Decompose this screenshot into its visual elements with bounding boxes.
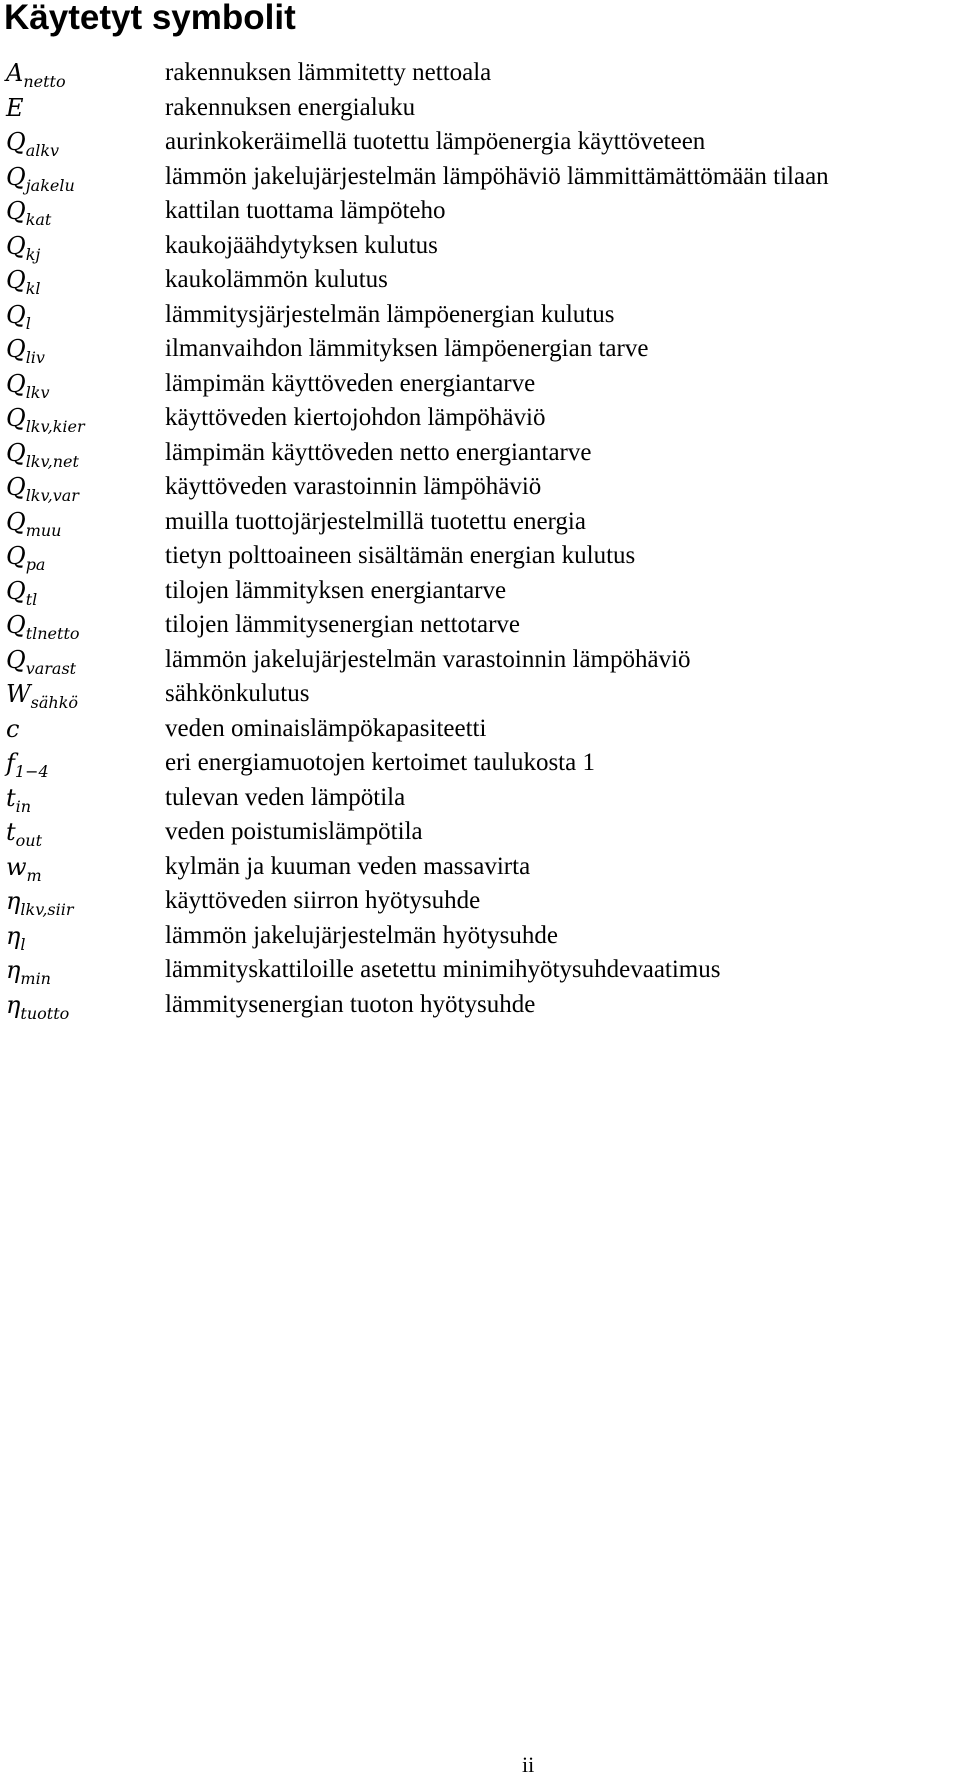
symbol-subscript: liv <box>25 348 45 367</box>
symbol-definition: lämpimän käyttöveden energiantarve <box>165 369 536 397</box>
symbol-subscript: in <box>15 796 32 816</box>
symbol-definition: lämmityskattiloille asetettu minimihyötysuhdevaatimus <box>165 956 721 983</box>
symbol-notation <box>6 160 75 194</box>
symbol-notation <box>6 436 79 470</box>
symbol-definition: lämmitysjärjestelmän lämpöenergian kulutus <box>165 300 615 328</box>
symbol-definition: tietyn polttoaineen sisältämän energian kulutus <box>165 542 636 569</box>
symbol-subscript: tlnetto <box>25 624 80 643</box>
symbol-row <box>0 953 960 988</box>
symbol-base: Q <box>6 231 26 260</box>
symbol-row <box>0 505 960 540</box>
symbol-row <box>0 919 960 954</box>
symbol-base: Q <box>6 576 26 605</box>
symbol-subscript: kat <box>25 210 52 229</box>
symbol-notation <box>6 539 45 573</box>
symbol-base: Q <box>6 645 26 674</box>
symbol-subscript: pa <box>25 555 46 574</box>
symbol-row <box>0 988 960 1023</box>
symbol-subscript: lkv,net <box>25 451 79 471</box>
symbol-row <box>0 677 960 712</box>
symbol-subscript: m <box>26 865 42 885</box>
symbol-definition: lämmön jakelujärjestelmän lämpöhäviö lämmittämättömään tilaan <box>165 162 829 190</box>
symbol-definition: rakennuksen energialuku <box>165 93 416 121</box>
symbol-definition: käyttöveden siirron hyötysuhde <box>165 887 481 914</box>
symbol-row <box>0 436 960 471</box>
symbol-row <box>0 91 960 126</box>
symbol-row <box>0 815 960 850</box>
symbol-definition: kattilan tuottama lämpöteho <box>165 197 446 224</box>
symbol-base: A <box>6 59 24 87</box>
symbol-row <box>0 125 960 160</box>
symbol-definition: veden ominaislämpökapasiteetti <box>165 714 487 742</box>
symbol-notation <box>6 988 69 1022</box>
page-title: Käytetyt symbolit <box>4 0 296 37</box>
symbol-notation <box>6 815 42 849</box>
symbol-row <box>0 712 960 747</box>
symbol-base: t <box>6 818 16 846</box>
symbol-base: η <box>6 990 21 1019</box>
symbol-subscript: alkv <box>25 141 60 160</box>
symbol-base: c <box>6 714 20 743</box>
symbol-notation <box>6 470 79 504</box>
symbol-subscript: kj <box>25 244 41 264</box>
symbol-definition: rakennuksen lämmitetty nettoala <box>165 59 492 86</box>
symbol-row <box>0 229 960 264</box>
symbol-notation <box>6 574 37 608</box>
symbol-notation <box>6 401 85 435</box>
symbol-base: t <box>6 783 16 812</box>
symbol-subscript: lkv,siir <box>20 900 74 919</box>
symbol-row <box>0 160 960 195</box>
symbol-definition: eri energiamuotojen kertoimet taulukosta 1 <box>165 749 595 776</box>
symbol-subscript: 1−4 <box>14 762 49 781</box>
symbol-base: η <box>6 921 21 950</box>
symbol-subscript: jakelu <box>25 175 75 195</box>
symbol-base: Q <box>6 369 26 398</box>
symbol-notation <box>6 608 80 642</box>
symbol-notation <box>6 505 61 539</box>
symbol-base: Q <box>6 404 26 432</box>
symbol-subscript: kl <box>25 279 41 298</box>
symbol-subscript: lkv <box>25 382 50 402</box>
symbol-definition: käyttöveden kiertojohdon lämpöhäviö <box>165 404 546 431</box>
symbol-definition: lämmön jakelujärjestelmän varastoinnin lämpöhäviö <box>165 645 691 673</box>
symbol-row <box>0 539 960 574</box>
symbol-row <box>0 401 960 436</box>
symbol-subscript: netto <box>23 72 66 91</box>
symbol-notation <box>6 643 76 677</box>
symbol-notation <box>6 332 45 366</box>
symbol-row <box>0 781 960 816</box>
symbol-definition: tilojen lämmityksen energiantarve <box>165 576 507 604</box>
symbol-subscript: lkv,kier <box>25 417 85 436</box>
symbol-subscript: muu <box>25 520 62 540</box>
symbol-subscript: tuotto <box>20 1003 70 1023</box>
symbol-subscript: min <box>20 969 51 988</box>
symbol-notation <box>6 91 24 125</box>
symbol-row <box>0 194 960 229</box>
symbol-notation <box>6 850 42 884</box>
symbol-row <box>0 298 960 333</box>
symbol-notation <box>6 125 59 159</box>
symbol-notation <box>6 919 26 953</box>
symbol-row <box>0 643 960 678</box>
symbol-list <box>0 56 960 1022</box>
symbol-base: Q <box>6 507 26 536</box>
symbol-base: η <box>6 956 21 984</box>
symbol-subscript: out <box>15 831 43 850</box>
symbol-base: Q <box>6 197 26 225</box>
symbol-subscript: varast <box>25 658 77 678</box>
symbol-definition: lämmitysenergian tuoton hyötysuhde <box>165 990 536 1018</box>
symbol-notation <box>6 367 50 401</box>
symbol-subscript: sähkö <box>30 693 79 712</box>
symbol-base: Q <box>6 300 26 329</box>
symbol-base: Q <box>6 438 26 467</box>
symbol-subscript: l <box>20 934 26 954</box>
symbol-definition: lämmön jakelujärjestelmän hyötysuhde <box>165 921 558 949</box>
symbol-base: f <box>6 749 15 777</box>
symbol-base: Q <box>6 266 26 294</box>
page-number: ii <box>522 1752 535 1777</box>
symbol-definition: lämpimän käyttöveden netto energiantarve <box>165 438 592 466</box>
symbol-notation <box>6 298 31 332</box>
symbol-base: Q <box>6 162 26 191</box>
symbol-notation <box>6 677 78 711</box>
symbol-definition: veden poistumislämpötila <box>165 818 423 845</box>
symbol-notation <box>6 781 31 815</box>
symbol-subscript: lkv,var <box>25 486 79 505</box>
symbol-row <box>0 470 960 505</box>
symbol-notation <box>6 194 51 228</box>
symbol-row <box>0 884 960 919</box>
symbol-definition: muilla tuottojärjestelmillä tuotettu energia <box>165 507 586 535</box>
symbol-notation <box>6 746 49 780</box>
symbol-row <box>0 263 960 298</box>
symbol-definition: kylmän ja kuuman veden massavirta <box>165 852 531 880</box>
symbol-definition: kaukolämmön kulutus <box>165 266 388 293</box>
symbol-base: Q <box>6 611 26 639</box>
symbol-base: Q <box>6 128 26 156</box>
symbol-row <box>0 746 960 781</box>
symbol-notation <box>6 953 51 987</box>
symbol-base: w <box>6 852 27 881</box>
symbol-subscript: tl <box>25 589 38 609</box>
symbol-base: η <box>6 887 21 915</box>
symbol-definition: sähkönkulutus <box>165 680 310 707</box>
symbol-notation <box>6 229 40 263</box>
symbol-definition: käyttöveden varastoinnin lämpöhäviö <box>165 473 542 500</box>
symbol-definition: aurinkokeräimellä tuotettu lämpöenergia käyttöveteen <box>165 128 706 155</box>
symbol-notation <box>6 263 41 297</box>
symbol-definition: tilojen lämmitysenergian nettotarve <box>165 611 520 638</box>
symbol-definition: kaukojäähdytyksen kulutus <box>165 231 438 259</box>
symbol-base: Q <box>6 473 26 501</box>
symbol-row <box>0 608 960 643</box>
symbol-row <box>0 56 960 91</box>
symbol-base: Q <box>6 335 26 363</box>
symbol-base: W <box>6 680 31 708</box>
symbol-row <box>0 850 960 885</box>
symbol-definition: ilmanvaihdon lämmityksen lämpöenergian tarve <box>165 335 649 362</box>
symbol-definition: tulevan veden lämpötila <box>165 783 406 811</box>
symbol-notation <box>6 884 74 918</box>
symbol-row <box>0 332 960 367</box>
symbol-subscript: l <box>25 313 31 333</box>
symbol-row <box>0 574 960 609</box>
symbol-notation <box>6 56 66 90</box>
symbol-row <box>0 367 960 402</box>
symbol-base: Q <box>6 542 26 570</box>
symbol-base: E <box>6 93 24 122</box>
symbol-notation <box>6 712 19 746</box>
